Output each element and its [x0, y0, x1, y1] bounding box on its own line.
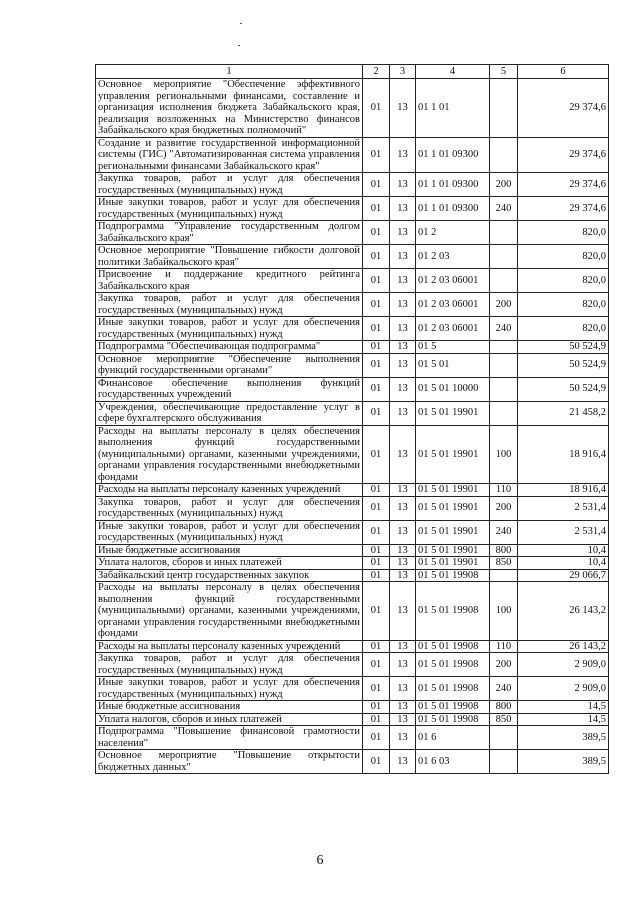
row-section-cell: 01	[363, 701, 390, 714]
table-row	[96, 750, 609, 774]
row-subsection-cell: 13	[390, 269, 416, 293]
row-section-cell: 01	[363, 137, 390, 173]
row-expense-type-cell	[490, 569, 518, 582]
row-amount-cell: 10,4	[518, 544, 609, 557]
row-name-cell: Иные закупки товаров, работ и услуг для обеспечения государственных (муниципальных) нужд	[96, 677, 363, 701]
row-target-article-cell: 01 5 01 19901	[416, 544, 490, 557]
row-expense-type-cell: 100	[490, 425, 518, 484]
row-expense-type-cell: 110	[490, 640, 518, 653]
row-name-cell: Уплата налогов, сборов и иных платежей	[96, 713, 363, 726]
row-expense-type-cell: 200	[490, 653, 518, 677]
row-amount-cell: 2 531,4	[518, 496, 609, 520]
row-expense-type-cell: 110	[490, 484, 518, 497]
row-expense-type-cell: 850	[490, 713, 518, 726]
row-amount-cell: 389,5	[518, 750, 609, 774]
row-target-article-cell: 01 2 03 06001	[416, 269, 490, 293]
row-amount-cell: 389,5	[518, 726, 609, 750]
row-target-article-cell: 01 6	[416, 726, 490, 750]
table-row	[96, 701, 609, 714]
row-subsection-cell: 13	[390, 484, 416, 497]
row-amount-cell: 14,5	[518, 701, 609, 714]
table-row	[96, 582, 609, 641]
row-amount-cell: 2 531,4	[518, 520, 609, 544]
table-header-row	[96, 65, 609, 79]
row-expense-type-cell	[490, 221, 518, 245]
row-name-cell: Основное мероприятие "Повышение гибкости долговой политики Забайкальского края"	[96, 245, 363, 269]
row-name-cell: Расходы на выплаты персоналу казенных учреждений	[96, 484, 363, 497]
row-subsection-cell: 13	[390, 425, 416, 484]
row-target-article-cell: 01 5 01 19901	[416, 484, 490, 497]
row-section-cell: 01	[363, 245, 390, 269]
table-row	[96, 317, 609, 341]
row-amount-cell: 820,0	[518, 317, 609, 341]
row-section-cell: 01	[363, 640, 390, 653]
row-expense-type-cell	[490, 401, 518, 425]
row-subsection-cell: 13	[390, 79, 416, 138]
table-row	[96, 377, 609, 401]
row-amount-cell: 29 374,6	[518, 173, 609, 197]
row-subsection-cell: 13	[390, 569, 416, 582]
row-name-cell: Иные бюджетные ассигнования	[96, 701, 363, 714]
row-target-article-cell: 01 1 01 09300	[416, 137, 490, 173]
header-cell-4: 4	[416, 65, 490, 79]
header-cell-3: 3	[390, 65, 416, 79]
table-row	[96, 557, 609, 570]
row-subsection-cell: 13	[390, 293, 416, 317]
row-name-cell: Основное мероприятие "Обеспечение эффективного управления региональными финансами, составление и организация исполнения бюджета Забайкальского края, реализация возложенных на Министерство финансов Забайкальского края бюджетных полномочий"	[96, 79, 363, 138]
table-row	[96, 653, 609, 677]
row-name-cell: Расходы на выплаты персоналу в целях обеспечения выполнения функций государственными (муниципальными) органами, казенными учреждениями, органами управления государственными внебюджетными фондами	[96, 425, 363, 484]
table-row	[96, 197, 609, 221]
row-name-cell: Присвоение и поддержание кредитного рейтинга Забайкальского края	[96, 269, 363, 293]
row-expense-type-cell	[490, 750, 518, 774]
row-name-cell: Подпрограмма "Управление государственным долгом Забайкальского края"	[96, 221, 363, 245]
row-target-article-cell: 01 1 01	[416, 79, 490, 138]
row-amount-cell: 820,0	[518, 245, 609, 269]
row-name-cell: Учреждения, обеспечивающие предоставление услуг в сфере бухгалтерского обслуживания	[96, 401, 363, 425]
row-expense-type-cell	[490, 79, 518, 138]
row-target-article-cell: 01 2	[416, 221, 490, 245]
row-amount-cell: 820,0	[518, 221, 609, 245]
row-amount-cell: 26 143,2	[518, 640, 609, 653]
row-target-article-cell: 01 5 01 19908	[416, 713, 490, 726]
table-row	[96, 221, 609, 245]
row-expense-type-cell: 800	[490, 701, 518, 714]
row-section-cell: 01	[363, 713, 390, 726]
row-amount-cell: 21 458,2	[518, 401, 609, 425]
table-body	[96, 79, 609, 774]
row-expense-type-cell: 200	[490, 293, 518, 317]
row-amount-cell: 18 916,4	[518, 425, 609, 484]
row-subsection-cell: 13	[390, 520, 416, 544]
row-name-cell: Закупка товаров, работ и услуг для обеспечения государственных (муниципальных) нужд	[96, 653, 363, 677]
header-cell-5: 5	[490, 65, 518, 79]
row-section-cell: 01	[363, 269, 390, 293]
row-section-cell: 01	[363, 557, 390, 570]
row-section-cell: 01	[363, 569, 390, 582]
row-target-article-cell: 01 5 01 19908	[416, 569, 490, 582]
row-subsection-cell: 13	[390, 401, 416, 425]
row-target-article-cell: 01 1 01 09300	[416, 197, 490, 221]
row-section-cell: 01	[363, 197, 390, 221]
table-row	[96, 544, 609, 557]
row-target-article-cell: 01 5 01 19908	[416, 701, 490, 714]
row-name-cell: Расходы на выплаты персоналу в целях обеспечения выполнения функций государственными (муниципальными) органами, казенными учреждениями, органами управления государственными внебюджетными фондами	[96, 582, 363, 641]
row-expense-type-cell: 200	[490, 173, 518, 197]
row-target-article-cell: 01 5 01 19908	[416, 677, 490, 701]
row-amount-cell: 29 374,6	[518, 137, 609, 173]
header-cell-6: 6	[518, 65, 609, 79]
header-cell-2: 2	[363, 65, 390, 79]
row-target-article-cell: 01 2 03 06001	[416, 317, 490, 341]
row-target-article-cell: 01 2 03	[416, 245, 490, 269]
row-section-cell: 01	[363, 425, 390, 484]
row-amount-cell: 26 143,2	[518, 582, 609, 641]
row-name-cell: Уплата налогов, сборов и иных платежей	[96, 557, 363, 570]
row-name-cell: Забайкальский центр государственных закупок	[96, 569, 363, 582]
row-amount-cell: 50 524,9	[518, 353, 609, 377]
table-row	[96, 173, 609, 197]
row-section-cell: 01	[363, 544, 390, 557]
row-name-cell: Иные бюджетные ассигнования	[96, 544, 363, 557]
row-expense-type-cell: 240	[490, 520, 518, 544]
row-expense-type-cell: 850	[490, 557, 518, 570]
row-subsection-cell: 13	[390, 640, 416, 653]
row-expense-type-cell: 100	[490, 582, 518, 641]
row-target-article-cell: 01 5 01 19908	[416, 582, 490, 641]
row-name-cell: Закупка товаров, работ и услуг для обеспечения государственных (муниципальных) нужд	[96, 173, 363, 197]
row-subsection-cell: 13	[390, 317, 416, 341]
table-row	[96, 245, 609, 269]
row-subsection-cell: 13	[390, 197, 416, 221]
row-section-cell: 01	[363, 353, 390, 377]
row-subsection-cell: 13	[390, 677, 416, 701]
row-section-cell: 01	[363, 317, 390, 341]
row-name-cell: Иные закупки товаров, работ и услуг для обеспечения государственных (муниципальных) нужд	[96, 197, 363, 221]
row-section-cell: 01	[363, 341, 390, 354]
row-amount-cell: 29 374,6	[518, 197, 609, 221]
row-expense-type-cell	[490, 377, 518, 401]
row-section-cell: 01	[363, 653, 390, 677]
row-expense-type-cell: 800	[490, 544, 518, 557]
table-row	[96, 269, 609, 293]
row-section-cell: 01	[363, 496, 390, 520]
row-name-cell: Закупка товаров, работ и услуг для обеспечения государственных (муниципальных) нужд	[96, 496, 363, 520]
row-target-article-cell: 01 5 01 19908	[416, 640, 490, 653]
row-expense-type-cell: 200	[490, 496, 518, 520]
row-expense-type-cell	[490, 353, 518, 377]
row-expense-type-cell: 240	[490, 677, 518, 701]
table-row	[96, 713, 609, 726]
row-section-cell: 01	[363, 79, 390, 138]
row-name-cell: Подпрограмма "Обеспечивающая подпрограмма"	[96, 341, 363, 354]
row-target-article-cell: 01 6 03	[416, 750, 490, 774]
row-section-cell: 01	[363, 726, 390, 750]
row-amount-cell: 820,0	[518, 269, 609, 293]
row-target-article-cell: 01 5 01 19901	[416, 557, 490, 570]
row-section-cell: 01	[363, 484, 390, 497]
row-section-cell: 01	[363, 582, 390, 641]
row-amount-cell: 29 374,6	[518, 79, 609, 138]
budget-table	[95, 64, 609, 774]
row-name-cell: Иные закупки товаров, работ и услуг для обеспечения государственных (муниципальных) нужд	[96, 520, 363, 544]
row-subsection-cell: 13	[390, 582, 416, 641]
row-expense-type-cell	[490, 726, 518, 750]
row-name-cell: Финансовое обеспечение выполнения функций государственных учреждений	[96, 377, 363, 401]
row-target-article-cell: 01 2 03 06001	[416, 293, 490, 317]
row-name-cell: Расходы на выплаты персоналу казенных учреждений	[96, 640, 363, 653]
row-subsection-cell: 13	[390, 713, 416, 726]
table-row	[96, 353, 609, 377]
table-row	[96, 569, 609, 582]
row-target-article-cell: 01 1 01 09300	[416, 173, 490, 197]
row-subsection-cell: 13	[390, 245, 416, 269]
row-amount-cell: 29 066,7	[518, 569, 609, 582]
row-expense-type-cell	[490, 341, 518, 354]
table-row	[96, 79, 609, 138]
row-amount-cell: 820,0	[518, 293, 609, 317]
row-target-article-cell: 01 5 01	[416, 353, 490, 377]
row-target-article-cell: 01 5 01 19901	[416, 425, 490, 484]
row-subsection-cell: 13	[390, 173, 416, 197]
row-section-cell: 01	[363, 377, 390, 401]
row-subsection-cell: 13	[390, 341, 416, 354]
table-row	[96, 137, 609, 173]
row-subsection-cell: 13	[390, 221, 416, 245]
row-amount-cell: 2 909,0	[518, 677, 609, 701]
row-name-cell: Основное мероприятие "Обеспечение выполнения функций государственными органами"	[96, 353, 363, 377]
row-subsection-cell: 13	[390, 726, 416, 750]
row-target-article-cell: 01 5 01 19901	[416, 496, 490, 520]
row-subsection-cell: 13	[390, 557, 416, 570]
table-row	[96, 677, 609, 701]
table-row	[96, 726, 609, 750]
row-name-cell: Подпрограмма "Повышение финансовой грамотности населения"	[96, 726, 363, 750]
row-expense-type-cell: 240	[490, 197, 518, 221]
row-name-cell: Иные закупки товаров, работ и услуг для обеспечения государственных (муниципальных) нужд	[96, 317, 363, 341]
header-cell-1: 1	[96, 65, 363, 79]
row-section-cell: 01	[363, 293, 390, 317]
budget-table-container	[95, 64, 608, 774]
row-section-cell: 01	[363, 750, 390, 774]
row-name-cell: Создание и развитие государственной информационной системы (ГИС) "Автоматизированная система управления региональными финансами Забайкальского края"	[96, 137, 363, 173]
row-target-article-cell: 01 5 01 10000	[416, 377, 490, 401]
row-expense-type-cell	[490, 137, 518, 173]
page-number: 6	[316, 853, 324, 868]
row-target-article-cell: 01 5 01 19901	[416, 520, 490, 544]
row-section-cell: 01	[363, 520, 390, 544]
row-amount-cell: 2 909,0	[518, 653, 609, 677]
row-section-cell: 01	[363, 221, 390, 245]
row-subsection-cell: 13	[390, 750, 416, 774]
table-row	[96, 401, 609, 425]
row-target-article-cell: 01 5 01 19901	[416, 401, 490, 425]
row-section-cell: 01	[363, 401, 390, 425]
row-subsection-cell: 13	[390, 377, 416, 401]
row-expense-type-cell	[490, 245, 518, 269]
row-amount-cell: 50 524,9	[518, 377, 609, 401]
row-subsection-cell: 13	[390, 496, 416, 520]
row-subsection-cell: 13	[390, 353, 416, 377]
row-target-article-cell: 01 5	[416, 341, 490, 354]
table-row	[96, 425, 609, 484]
row-name-cell: Основное мероприятие "Повышение открытости бюджетных данных"	[96, 750, 363, 774]
row-amount-cell: 18 916,4	[518, 484, 609, 497]
row-subsection-cell: 13	[390, 544, 416, 557]
table-row	[96, 496, 609, 520]
row-amount-cell: 10,4	[518, 557, 609, 570]
row-subsection-cell: 13	[390, 701, 416, 714]
row-section-cell: 01	[363, 173, 390, 197]
row-subsection-cell: 13	[390, 137, 416, 173]
table-row	[96, 341, 609, 354]
table-row	[96, 520, 609, 544]
row-expense-type-cell: 240	[490, 317, 518, 341]
row-expense-type-cell	[490, 269, 518, 293]
row-amount-cell: 14,5	[518, 713, 609, 726]
row-section-cell: 01	[363, 677, 390, 701]
table-row	[96, 484, 609, 497]
table-row	[96, 293, 609, 317]
row-target-article-cell: 01 5 01 19908	[416, 653, 490, 677]
row-name-cell: Закупка товаров, работ и услуг для обеспечения государственных (муниципальных) нужд	[96, 293, 363, 317]
row-amount-cell: 50 524,9	[518, 341, 609, 354]
table-row	[96, 640, 609, 653]
row-subsection-cell: 13	[390, 653, 416, 677]
